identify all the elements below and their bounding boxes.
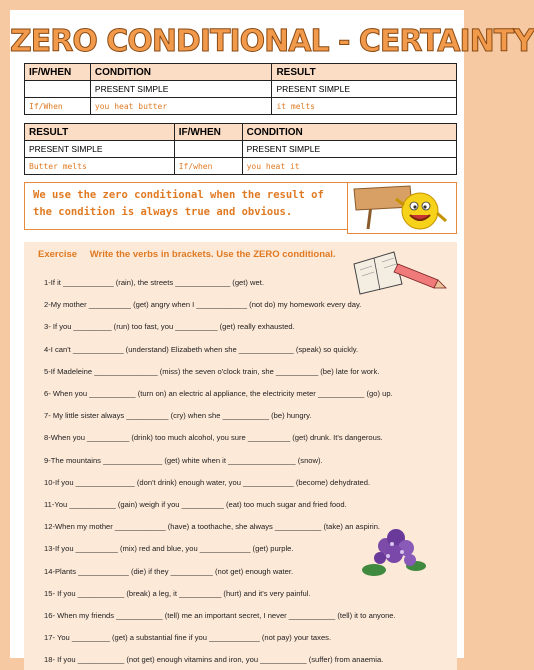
table2-cell: PRESENT SIMPLE bbox=[242, 141, 456, 158]
smiley-sign-picture bbox=[347, 182, 457, 234]
exercise-heading bbox=[38, 249, 336, 260]
exercise-instruction: Write the verbs in brackets. Use the ZERO conditional. bbox=[89, 249, 336, 260]
table2-cell bbox=[174, 141, 242, 158]
lilac-flower-picture bbox=[358, 522, 430, 584]
worksheet-title: ZERO CONDITIONAL - CERTAINTY bbox=[10, 24, 534, 59]
table1-cell: PRESENT SIMPLE bbox=[90, 81, 272, 98]
exercise-question: 16- When my friends ___________ (tell) me an important secret, I never ___________ (tell) it to anyone. bbox=[44, 611, 396, 620]
table1-header-result: RESULT bbox=[272, 64, 457, 81]
exercise-question: 8-When you __________ (drink) too much alcohol, you sure __________ (get) drunk. It's dangerous. bbox=[44, 433, 383, 443]
exercise-question: 7- My little sister always __________ (cry) when she ___________ (be) hungry. bbox=[44, 411, 312, 421]
structure-table-result-first bbox=[24, 123, 457, 175]
exercise-question: 10-If you ______________ (don't drink) enough water, you ____________ (become) dehydrated. bbox=[44, 477, 371, 487]
rule-box: We use the zero conditional when the result of the condition is always true and obvious. bbox=[24, 182, 350, 230]
table1-example: If/When bbox=[25, 98, 91, 115]
structure-table-if-first bbox=[24, 63, 457, 115]
exercise-section bbox=[24, 242, 457, 670]
table2-example: Butter melts bbox=[25, 158, 175, 175]
exercise-question: 11-You ___________ (gain) weigh if you __________ (eat) too much sugar and fried food. bbox=[44, 500, 347, 509]
table2-header-ifwhen: IF/WHEN bbox=[174, 124, 242, 141]
table1-header-condition: CONDITION bbox=[90, 64, 272, 81]
exercise-question: 5-If Madeleine _______________ (miss) the seven o'clock train, she __________ (be) late for work. bbox=[44, 366, 380, 376]
book-and-pencil-picture bbox=[346, 246, 450, 296]
exercise-question: 12-When my mother ____________ (have) a toothache, she always ___________ (take) an aspirin. bbox=[44, 522, 381, 532]
table1-example: it melts bbox=[272, 98, 457, 115]
table2-cell: PRESENT SIMPLE bbox=[25, 141, 175, 158]
exercise-question: 1-If it ____________ (rain), the streets _____________ (get) wet. bbox=[44, 278, 264, 287]
table1-example: you heat butter bbox=[90, 98, 272, 115]
table2-header-result: RESULT bbox=[25, 124, 175, 141]
worksheet bbox=[10, 10, 534, 665]
exercise-question: 4-I can't ____________ (understand) Elizabeth when she _____________ (speak) so quickly. bbox=[44, 344, 359, 354]
exercise-question: 2-My mother __________ (get) angry when I ____________ (not do) my homework every day. bbox=[44, 300, 362, 310]
table1-cell bbox=[25, 81, 91, 98]
exercise-question: 15- If you ___________ (break) a leg, it __________ (hurt) and it's very painful. bbox=[44, 588, 311, 598]
exercise-question: 14-Plants ____________ (die) if they __________ (not get) enough water. bbox=[44, 566, 294, 576]
exercise-question: 3- If you _________ (run) too fast, you __________ (get) really exhausted. bbox=[44, 322, 295, 332]
exercise-question: 17- You _________ (get) a substantial fine if you ____________ (not pay) your taxes. bbox=[44, 633, 332, 643]
exercise-label: Exercise bbox=[38, 249, 78, 260]
table2-example: If/when bbox=[174, 158, 242, 175]
table1-cell: PRESENT SIMPLE bbox=[272, 81, 457, 98]
table1-header-ifwhen: IF/WHEN bbox=[25, 64, 91, 81]
table2-header-condition: CONDITION bbox=[242, 124, 456, 141]
exercise-question: 9-The mountains ______________ (get) white when it ________________ (snow). bbox=[44, 455, 323, 465]
table2-example: you heat it bbox=[242, 158, 456, 175]
exercise-question: 13-If you __________ (mix) red and blue, you ____________ (get) purple. bbox=[44, 544, 294, 554]
exercise-question: 6- When you ___________ (turn on) an electric al appliance, the electricity meter ___________ (go) up. bbox=[44, 389, 393, 398]
exercise-question: 18- If you ___________ (not get) enough vitamins and iron, you ___________ (suffer) from anaemia. bbox=[44, 655, 384, 665]
